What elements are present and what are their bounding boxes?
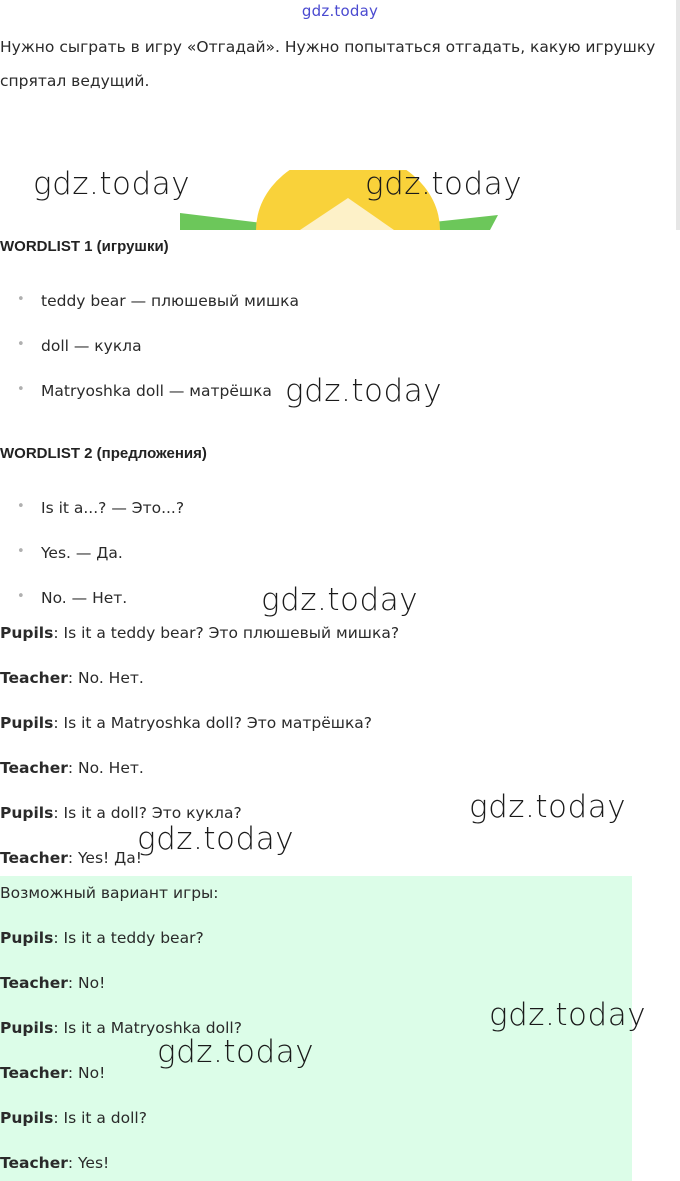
task-instruction: Нужно сыграть в игру «Отгадай». Нужно попытаться отгадать, какую игрушку спрятал ведущий.: [0, 38, 656, 90]
watermark: gdz.today: [489, 997, 647, 1033]
list-item: • Is it a...? — Это...?: [17, 499, 185, 517]
bullet-icon: •: [17, 499, 25, 514]
bullet-icon: •: [17, 337, 25, 352]
bullet-icon: •: [17, 292, 25, 307]
dialog-line: Pupils: Is it a Matryoshka doll?: [0, 1019, 242, 1037]
dialog-line: Teacher: Yes!: [0, 1154, 110, 1172]
dialog-line: Pupils: Is it a doll?: [0, 1109, 147, 1127]
scrollbar[interactable]: [676, 0, 680, 230]
list-item: • Matryoshka doll — матрёшка: [17, 382, 272, 400]
dialog-line: Teacher: No. Нет.: [0, 759, 144, 777]
watermark: gdz.today: [261, 582, 419, 618]
wordlist-2-title: WORDLIST 2 (предложения): [0, 445, 207, 462]
watermark: gdz.today: [137, 821, 295, 857]
watermark: gdz.today: [157, 1034, 315, 1070]
dialog-line: Pupils: Is it a teddy bear? Это плюшевый мишка?: [0, 624, 400, 642]
watermark: gdz.today: [285, 373, 443, 409]
dialog-line: Teacher: No. Нет.: [0, 669, 144, 687]
bullet-icon: •: [17, 544, 25, 559]
watermark: gdz.today: [469, 789, 627, 825]
dialog-line: Teacher: No!: [0, 1064, 106, 1082]
dialog-line: Pupils: Is it a teddy bear?: [0, 929, 204, 947]
site-header-watermark: gdz.today: [301, 2, 379, 20]
variant-title: Возможный вариант игры:: [0, 884, 219, 902]
list-item: • doll — кукла: [17, 337, 142, 355]
list-item: • No. — Нет.: [17, 589, 128, 607]
dialog-line: Teacher: Yes! Да!: [0, 849, 143, 867]
bullet-icon: •: [17, 589, 25, 604]
watermark: gdz.today: [33, 166, 191, 202]
dialog-line: Teacher: No!: [0, 974, 106, 992]
wordlist-1-title: WORDLIST 1 (игрушки): [0, 238, 169, 255]
bullet-icon: •: [17, 382, 25, 397]
watermark: gdz.today: [365, 166, 523, 202]
list-item: • teddy bear — плюшевый мишка: [17, 292, 299, 310]
dialog-line: Pupils: Is it a doll? Это кукла?: [0, 804, 242, 822]
list-item: • Yes. — Да.: [17, 544, 123, 562]
dialog-line: Pupils: Is it a Matryoshka doll? Это матрёшка?: [0, 714, 373, 732]
